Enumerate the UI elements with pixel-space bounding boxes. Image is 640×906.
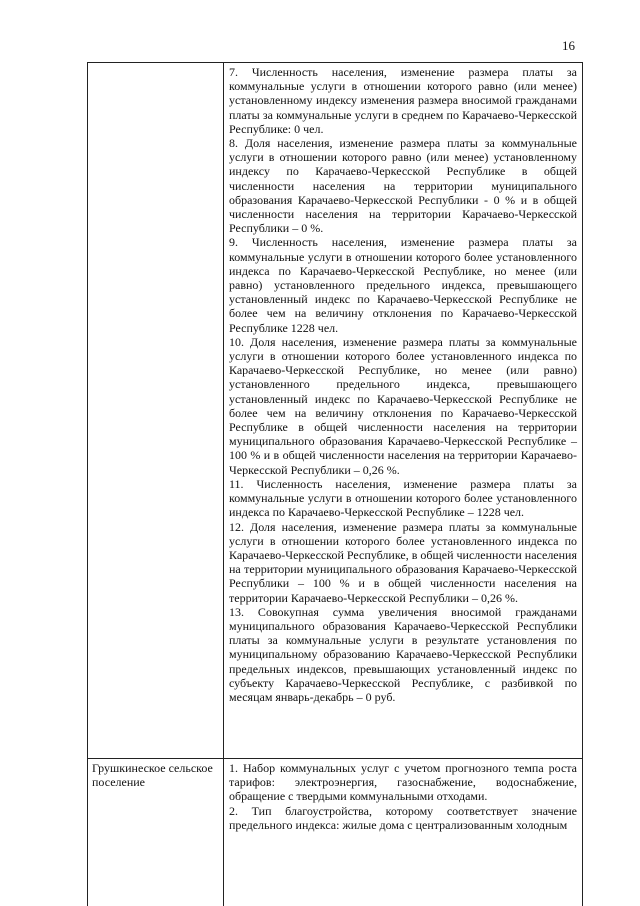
indicator-item-7: 7. Численность населения, изменение размера платы за коммунальные услуги в отношении которого равно (или менее) установленному индексу изменения размера вносимой гражданами платы за коммунальные услуги в среднем по Карачаево-Черкесской Республике: 0 чел. xyxy=(229,65,577,136)
row-2-municipality: Грушкинеское сельское поселение xyxy=(92,761,213,790)
row-2-indicators xyxy=(229,761,577,832)
page-number: 16 xyxy=(562,38,575,53)
indicator-item-11: 11. Численность населения, изменение размера платы за коммунальные услуги в отношении которого более установленного индекса по Карачаево-Черкесской Республике – 1228 чел. xyxy=(229,476,577,520)
row-divider xyxy=(87,758,583,759)
table-border-left xyxy=(87,63,88,906)
indicator-item-13: 13. Совокупная сумма увеличения вносимой гражданами муниципального образования Карачаево-Черкесской Республики платы за коммунальные услуги в результате установления по муниципальному образованию Карачаево-Черкесской Республики предельных индексов, превышающих установленный индекс по субъекту Карачаево-Черкесской Республике, с разбивкой по месяцам январь-декабрь – 0 руб. xyxy=(229,604,577,704)
indicator-item-10: 10. Доля населения, изменение размера платы за коммунальные услуги в отношении которого более установленного индекса по Карачаево-Черкесской Республике, но менее (или равно) установленного предельного индекса, превышающего установленный индекс по Карачаево-Черкесской Республике не более чем на величину отклонения по Карачаево-Черкесской Республике в общей численности населения на территории муниципального образования Карачаево-Черкесской Республике – 100 % и в общей численности населения на территории Карачаево-Черкесской Республики – 0,26 %. xyxy=(229,334,577,477)
indicator-item-8: 8. Доля населения, изменение размера платы за коммунальные услуги в отношении которого равно (или менее) установленному индексу по Карачаево-Черкесской Республике в общей численности населения на территории муниципального образования Карачаево-Черкесской Республики - 0 % и в общей численности населения на территории Карачаево-Черкесской Республики – 0 %. xyxy=(229,136,577,236)
table-border-right xyxy=(582,63,583,906)
indicator-item-2: 2. Тип благоустройства, которому соответствует значение предельного индекса: жилые дома с централизованным холодным xyxy=(229,803,577,832)
row-1-indicators xyxy=(229,65,577,704)
indicator-item-12: 12. Доля населения, изменение размера платы за коммунальные услуги в отношении которого более установленного индекса по Карачаево-Черкесской Республике, в общей численности населения на территории муниципального образования Карачаево-Черкесской Республики – 100 % и в общей численности населения на территории Карачаево-Черкесской Республики – 0,26 %. xyxy=(229,519,577,605)
table-column-divider xyxy=(223,63,224,906)
indicator-item-1: 1. Набор коммунальных услуг с учетом прогнозного темпа роста тарифов: электроэнергия, газоснабжение, водоснабжение, обращение с твердыми коммунальными отходами. xyxy=(229,761,577,804)
data-table xyxy=(87,62,583,906)
indicator-item-9: 9. Численность населения, изменение размера платы за коммунальные услуги в отношении которого более установленного индекса по Карачаево-Черкесской Республике, но менее (или равно) установленного предельного индекса, превышающего установленный индекс по Карачаево-Черкесской Республике не более чем на величину отклонения по Карачаево-Черкесской Республике 1228 чел. xyxy=(229,235,577,335)
